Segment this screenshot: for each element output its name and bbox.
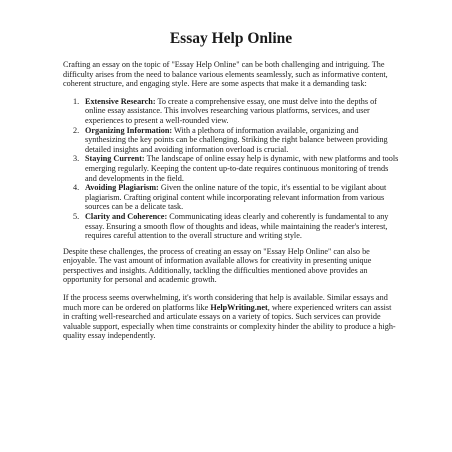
- closing-text-after: , where experienced writers can assist in crafting well-researched and articulate essays on a variety of topics. Such services can provide valuable support, especially when time constraints or complexity hinder the ability to produce a high-quality essay independently.: [63, 302, 396, 341]
- list-item: [73, 211, 399, 241]
- list-item-title: Staying Current:: [85, 154, 145, 164]
- list-item-title: Clarity and Coherence:: [85, 211, 168, 221]
- list-item-text: Communicating ideas clearly and coherently is fundamental to any essay. Ensuring a smooth flow of thoughts and ideas, while maintaining the reader's interest, requires careful attention to the overall structure and writing style.: [85, 211, 389, 241]
- intro-paragraph: Crafting an essay on the topic of "Essay Help Online" can be both challenging and intriguing. The difficulty arises from the need to balance various elements seamlessly, such as informative content, coherent structure, and engaging style. Here are some aspects that make it a demanding task:: [63, 60, 388, 89]
- list-number: 1.: [73, 96, 80, 106]
- list-item-text: Given the online nature of the topic, it's essential to be vigilant about plagiarism. Crafting original content while incorporating relevant information from various sources can be a delicate task.: [85, 183, 387, 212]
- list-item-title: Avoiding Plagiarism:: [85, 183, 159, 193]
- list-item-text: With a plethora of information available, organizing and synthesizing the key points can be challenging. Striking the right balance between providing detailed insights and avoiding information overload is crucial.: [85, 125, 388, 154]
- list-number: 5.: [73, 211, 80, 221]
- list-number: 2.: [73, 125, 80, 135]
- list-item: [73, 96, 399, 126]
- list-item: [73, 154, 399, 183]
- list-item-title: Extensive Research:: [85, 96, 156, 106]
- list-number: 4.: [73, 183, 80, 193]
- list-item-text: To create a comprehensive essay, one must delve into the depths of online essay assistance. This involves researching various platforms, services, and user experiences to present a well-rounded view.: [85, 96, 377, 125]
- list-item: [73, 125, 399, 155]
- closing-text-before: If the process seems overwhelming, it's worth considering that help is available. Similar essays and much more can be ordered on platforms like: [63, 293, 388, 312]
- challenges-paragraph: Despite these challenges, the process of creating an essay on "Essay Help Online" can also be enjoyable. The vast amount of information available allows for creativity in presenting unique perspectives and insights. Additionally, tackling the difficulties mentioned above provides an opportunity for personal and academic growth.: [63, 246, 372, 285]
- aspects-list: [63, 97, 399, 241]
- list-number: 3.: [73, 154, 80, 164]
- list-item-text: The landscape of online essay help is dynamic, with new platforms and tools emerging regularly. Keeping the content up-to-date requires continuous monitoring of trends and developments in the field.: [85, 154, 399, 183]
- list-item-title: Organizing Information:: [85, 125, 173, 135]
- list-item: [73, 183, 399, 212]
- document-title: Essay Help Online: [169, 30, 293, 47]
- closing-paragraph: [63, 293, 399, 341]
- helpwriting-link[interactable]: HelpWriting.net: [210, 302, 268, 312]
- document-page: [63, 0, 399, 341]
